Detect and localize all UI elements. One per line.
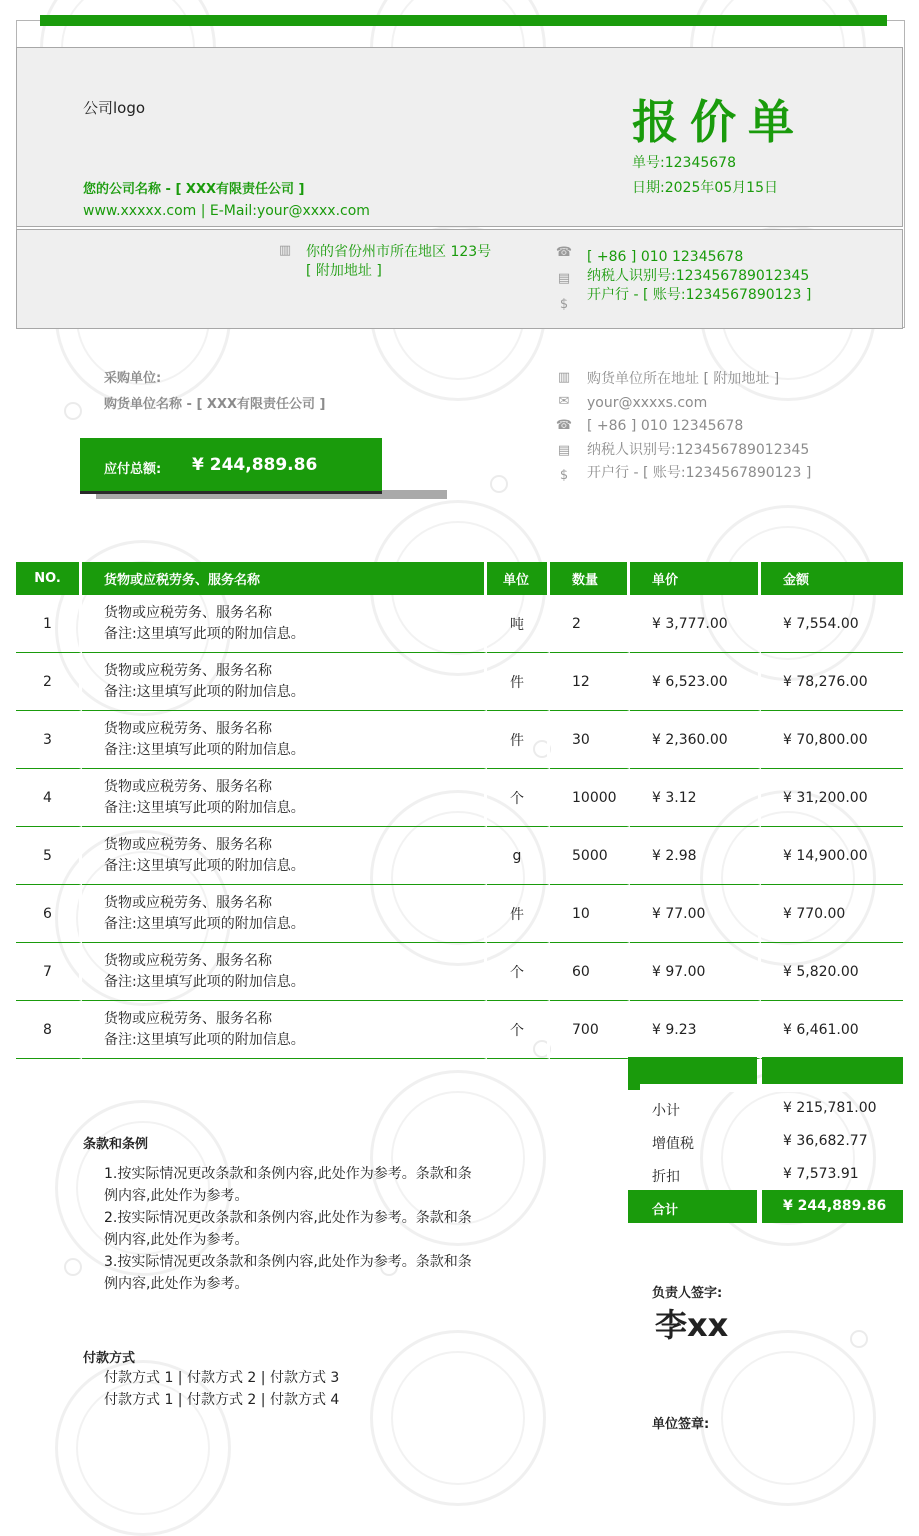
row-price: ¥ 2,360.00 [630,711,761,769]
row-item-note: 备注:这里填写此项的附加信息。 [104,857,305,874]
book-icon: ▤ [557,443,571,458]
col-header-price: 单价 [630,562,761,595]
grand-total-gap [757,1190,762,1223]
terms-item: 3.按实际情况更改条款和条例内容,此处作为参考。条款和条例内容,此处作为参考。 [104,1254,472,1292]
amount-due-value: ¥ 244,889.86 [192,455,318,475]
table-row [16,595,903,653]
row-item-name: 货物或应税劳务、服务名称 [104,952,272,969]
buyer-contact: 购货单位所在地址 [ 附加地址 ] your@xxxxs.com [ +86 ] 010 12345678 纳税人识别号:123456789012345 开户行 - [ 账号:1234567890123 ] [587,371,812,481]
row-no: 5 [16,827,82,885]
map-icon: ▥ [557,370,571,385]
row-item-note: 备注:这里填写此项的附加信息。 [104,1031,305,1048]
row-description [82,653,487,711]
row-amount: ¥ 31,200.00 [761,769,903,827]
row-description [82,827,487,885]
phone-icon: ☎ [555,245,573,260]
bank-icon: $ [559,468,569,483]
row-qty: 60 [550,943,630,1001]
seal-label: 单位签章: [652,1417,710,1432]
table-row [16,827,903,885]
header-accent-bar [40,15,887,26]
row-unit: 吨 [487,595,550,653]
terms-item: 2.按实际情况更改条款和条例内容,此处作为参考。条款和条例内容,此处作为参考。 [104,1210,472,1248]
col-header-no: NO. [16,562,82,595]
col-header-unit: 单位 [487,562,550,595]
row-no: 3 [16,711,82,769]
row-unit: 件 [487,653,550,711]
row-price: ¥ 2.98 [630,827,761,885]
buyer-label: 采购单位: [104,371,162,386]
row-no: 1 [16,595,82,653]
row-price: ¥ 77.00 [630,885,761,943]
book-icon: ▤ [557,271,571,286]
company-web-email: www.xxxxx.com | E-Mail:your@xxxx.com [83,203,370,219]
row-unit: 个 [487,769,550,827]
row-no: 6 [16,885,82,943]
row-item-note: 备注:这里填写此项的附加信息。 [104,973,305,990]
seller-address: 你的省份州市所在地区 123号 [ 附加地址 ] [306,244,492,279]
row-no: 4 [16,769,82,827]
signature-name: 李xx [655,1306,729,1344]
amount-due-box [80,438,382,494]
row-price: ¥ 9.23 [630,1001,761,1059]
table-row [16,1001,903,1059]
row-item-name: 货物或应税劳务、服务名称 [104,662,272,679]
row-qty: 30 [550,711,630,769]
signature-label: 负责人签字: [652,1286,723,1301]
row-item-note: 备注:这里填写此项的附加信息。 [104,915,305,932]
row-amount: ¥ 7,554.00 [761,595,903,653]
row-amount: ¥ 770.00 [761,885,903,943]
phone-icon: ☎ [555,418,573,433]
bank-icon: $ [559,297,569,312]
row-amount: ¥ 5,820.00 [761,943,903,1001]
row-item-note: 备注:这里填写此项的附加信息。 [104,683,305,700]
row-no: 8 [16,1001,82,1059]
table-row [16,711,903,769]
row-price: ¥ 6,523.00 [630,653,761,711]
col-header-qty: 数量 [550,562,630,595]
col-header-name: 货物或应税劳务、服务名称 [82,562,487,595]
row-description [82,885,487,943]
quote-number: 单号:12345678 [632,155,736,171]
map-icon: ▥ [278,243,292,258]
table-row [16,769,903,827]
row-item-name: 货物或应税劳务、服务名称 [104,720,272,737]
row-qty: 10 [550,885,630,943]
document-title: 报价单 [632,95,806,149]
discount-value: ¥ 7,573.91 [783,1166,859,1182]
row-amount: ¥ 14,900.00 [761,827,903,885]
row-description [82,943,487,1001]
seller-contact: [ +86 ] 010 12345678 纳税人识别号:123456789012345 开户行 - [ 账号:1234567890123 ] [587,249,812,303]
row-description [82,769,487,827]
table-header-row [16,562,903,595]
row-qty: 10000 [550,769,630,827]
subtotal-label: 小计 [652,1103,680,1119]
row-description [82,1001,487,1059]
row-item-note: 备注:这里填写此项的附加信息。 [104,625,305,642]
col-header-amount: 金额 [761,562,903,595]
payment-methods [104,1367,339,1411]
company-name: 您的公司名称 - [ XXX有限责任公司 ] [83,182,305,197]
table-row [16,885,903,943]
row-description [82,595,487,653]
grand-total-value: ¥ 244,889.86 [783,1198,887,1214]
payment-line: 付款方式 1 | 付款方式 2 | 付款方式 3 [104,1370,340,1386]
row-item-name: 货物或应税劳务、服务名称 [104,778,272,795]
terms-list [104,1163,482,1295]
row-price: ¥ 97.00 [630,943,761,1001]
payment-line: 付款方式 1 | 付款方式 2 | 付款方式 4 [104,1392,340,1408]
row-unit: 件 [487,885,550,943]
table-row [16,943,903,1001]
row-item-name: 货物或应税劳务、服务名称 [104,836,272,853]
terms-item: 1.按实际情况更改条款和条例内容,此处作为参考。条款和条例内容,此处作为参考。 [104,1166,472,1204]
row-unit: 个 [487,943,550,1001]
table-row [16,653,903,711]
row-unit: 件 [487,711,550,769]
row-amount: ¥ 6,461.00 [761,1001,903,1059]
company-logo: 公司logo [83,99,146,117]
row-unit: g [487,827,550,885]
terms-title: 条款和条例 [83,1137,149,1152]
vat-label: 增值税 [652,1136,694,1152]
row-qty: 12 [550,653,630,711]
subtotal-value: ¥ 215,781.00 [783,1100,877,1116]
row-price: ¥ 3,777.00 [630,595,761,653]
row-item-name: 货物或应税劳务、服务名称 [104,894,272,911]
row-no: 7 [16,943,82,1001]
grand-total-label: 合计 [652,1203,679,1218]
quote-date: 日期:2025年05月15日 [632,180,778,196]
discount-label: 折扣 [652,1169,680,1185]
row-qty: 5000 [550,827,630,885]
mail-icon: ✉ [558,394,570,409]
row-item-note: 备注:这里填写此项的附加信息。 [104,741,305,758]
totals-header-gap [640,1084,903,1092]
row-qty: 2 [550,595,630,653]
row-qty: 700 [550,1001,630,1059]
buyer-name: 购货单位名称 - [ XXX有限责任公司 ] [104,397,326,412]
row-description [82,711,487,769]
row-unit: 个 [487,1001,550,1059]
row-no: 2 [16,653,82,711]
row-item-note: 备注:这里填写此项的附加信息。 [104,799,305,816]
row-amount: ¥ 78,276.00 [761,653,903,711]
row-item-name: 货物或应税劳务、服务名称 [104,1010,272,1027]
row-price: ¥ 3.12 [630,769,761,827]
payment-title: 付款方式 [83,1351,136,1366]
vat-value: ¥ 36,682.77 [783,1133,868,1149]
items-table [16,562,903,1059]
amount-due-label: 应付总额: [104,462,162,477]
row-amount: ¥ 70,800.00 [761,711,903,769]
row-item-name: 货物或应税劳务、服务名称 [104,604,272,621]
